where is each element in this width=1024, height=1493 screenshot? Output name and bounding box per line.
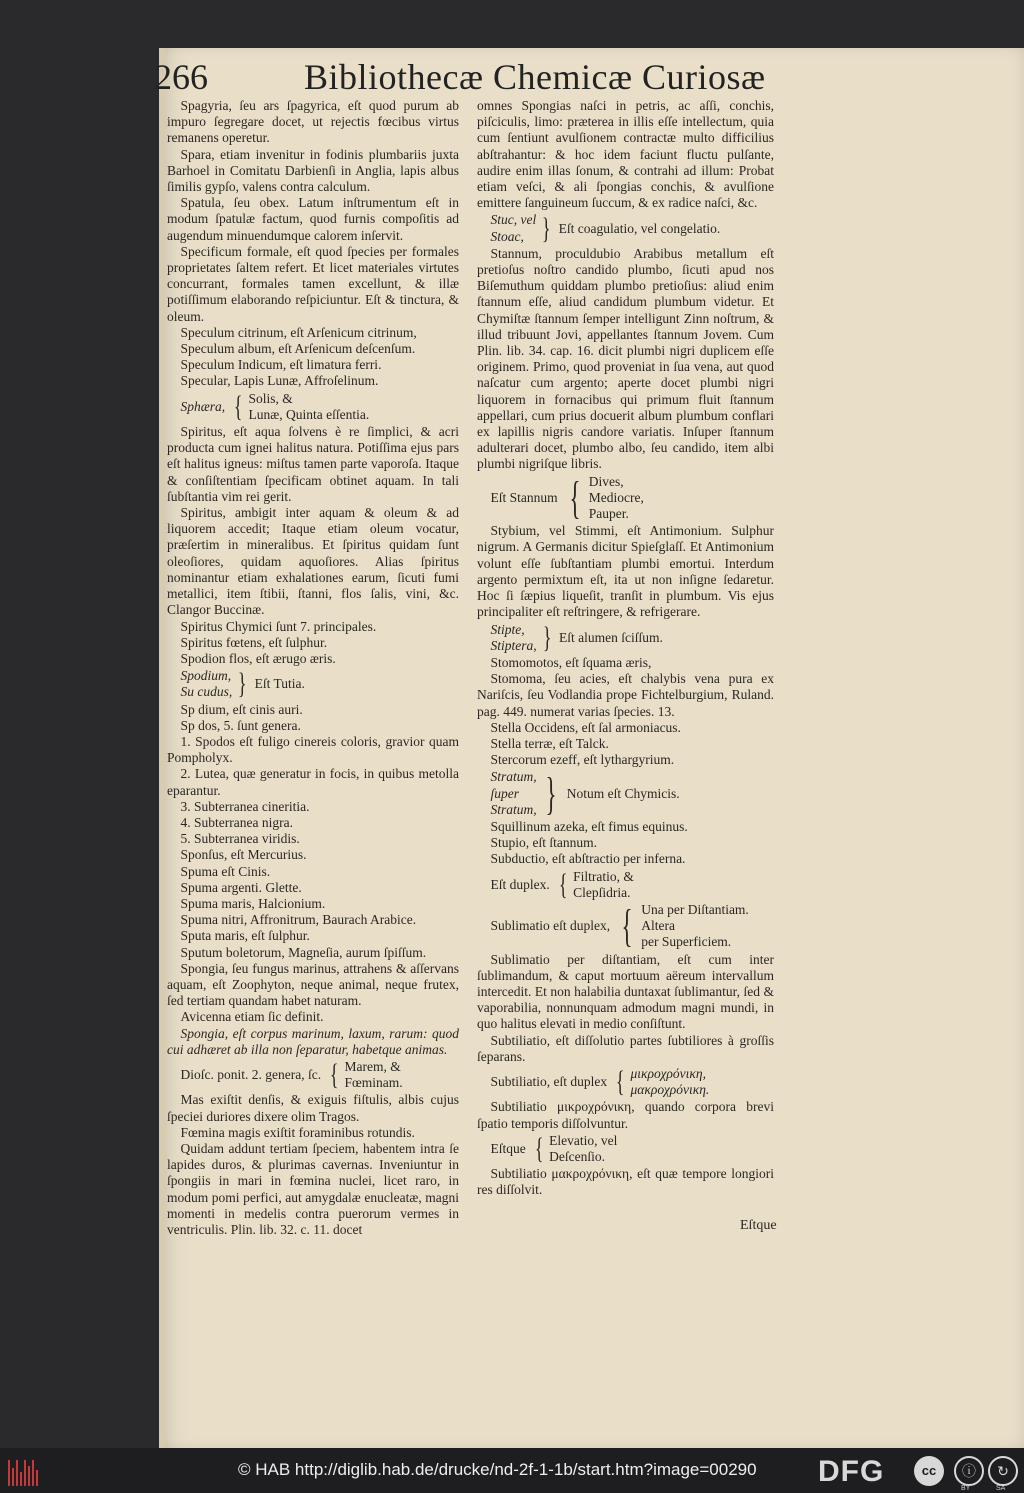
entry-subductio: Subductio, eſt abſtractio per inferna. xyxy=(490,851,686,867)
entry-sublimatio-distantiam: Sublimatio per diſtantiam, eſt cum inter ſublimandum, & caput mortuum aëreum intervallum intercedit. Et non halabilia duntaxat ſublimantur, ſed & vaporabilia, nonnunquam admodum magni mundi, in quo halitus elevati in medio conſiſtunt. xyxy=(477,951,774,1032)
brace-glyph: { xyxy=(329,1058,339,1092)
entry-stannum: Stannum, proculdubio Arabibus metallum eſt pretioſus noſtro candido plumbo, ſicuti apud nos Biſemuthum quiddam plumbo pretioſius: aliud enim ſtannum eſſe, aliud candidum plumbum videtur. Et Chymiſtæ ſtannum ſemper intelligunt Zinn noſtrum, & illud tribuunt Jovi, appellantes ſtannum Jovem. Cum Plin. lib. 34. cap. 16. dicit plumbi nigri duplicem eſſe originem. Primo, quod proveniat in ſua vena, aut quod naſcatur cum argento; aperte docet plumbi nigri liquorem in fornacibus qui primum fluit ſtannum appellari, cum prius docuerit album plumbum conflari ex lapillis nigris candore variatis. Inſuper ſtannum adulterari docet, plumbo albo, ſeu candido, item albi plumbi nigriſque libris. xyxy=(477,245,774,472)
entry-speculum-citrinum: Speculum citrinum, eſt Arſenicum citrinum, xyxy=(180,324,417,340)
dfg-logo[interactable]: DFG xyxy=(818,1455,885,1488)
entry-specular: Specular, Lapis Lunæ, Affroſelinum. xyxy=(180,373,379,389)
brace-item: Filtratio, & xyxy=(573,868,634,884)
entry-stupio: Stupio, eſt ſtannum. xyxy=(490,835,597,851)
entry-spagyria: Spagyria, ſeu ars ſpagyrica, eſt quod purum ab impuro ſegregare docet, ut rejectis fœcibus virtus remanens operetur. xyxy=(167,98,459,146)
by-label: BY xyxy=(961,1485,971,1492)
entry-spara: Spara, etiam invenitur in fodinis plumbariis juxta Barhoel in Comitatu Darbienſi in Anglia, lapis albus ſimilis gypſo, valens contra calculum. xyxy=(167,146,459,195)
page-number: 266 xyxy=(154,57,208,97)
brace-item: Stuc, vel xyxy=(490,212,537,228)
brace-item: Pauper. xyxy=(588,506,629,522)
entry-spuma-nitri: Spuma nitri, Affronitrum, Baurach Arabice. xyxy=(180,912,417,928)
brace-item: Dives, xyxy=(588,473,624,489)
brace-tail: Eſt coagulatio, vel congelatio. xyxy=(558,220,721,236)
entry-mas: Mas exiſtit denſis, & exiguis fiſtulis, albis cujus ſpeciei duriores dixere olim Tragos. xyxy=(167,1092,459,1124)
entry-foemina: Fœmina magis exiſtit foraminibus rotundis. xyxy=(180,1124,415,1140)
entry-speculum-indicum: Speculum Indicum, eſt limatura ferri. xyxy=(180,357,382,373)
brace-glyph: } xyxy=(542,211,551,245)
brace-item: Stratum, xyxy=(490,769,537,785)
entry-spiritus-foetens: Spiritus fœtens, eſt ſulphur. xyxy=(180,634,328,650)
sa-label: SA xyxy=(996,1485,1006,1492)
entry-subtiliatio-micro: Subtiliatio μικροχρόνικη, quando corpora brevi ſpatio temporis diſſolvuntur. xyxy=(477,1099,774,1131)
viewer-footer xyxy=(0,1448,1024,1493)
entry-spuma: Spuma eſt Cinis. xyxy=(180,863,271,879)
entry-stomomotos: Stomomotos, eſt ſquama æris, xyxy=(490,654,652,670)
brace-stannum xyxy=(490,471,775,523)
brace-label: Eſt duplex. xyxy=(490,876,550,892)
entry-spodos: Sp dos, 5. ſunt genera. xyxy=(180,717,301,733)
brace-item: Clepſidria. xyxy=(573,884,631,900)
source-link[interactable]: © HAB http://diglib.hab.de/drucke/nd-2f-1-1b/start.htm?image=00290 xyxy=(238,1460,757,1479)
entry-subtiliatio: Subtiliatio, eſt diſſolutio partes ſubtiliores à groſſis ſeparans. xyxy=(477,1032,774,1064)
entry-stybium: Stybium, vel Stimmi, eſt Antimonium. Sulphur nigrum. A Germanis dicitur Spieſglaſſ. Et Antimonium volunt eſſe ſubſtantiam plumbi emortui. Interdum argento permixtum eſt, ita ut non inſigne ſedaretur. Hoc ſi ſæpius liqueſit, tranſit in plumbum. Vis ejus principaliter eſt reſtringere, & refrigerare. xyxy=(477,523,774,620)
brace-item: Stiptera, xyxy=(490,637,537,653)
entry-spodos-2: 2. Lutea, quæ generatur in focis, in quibus metolla eparantur. xyxy=(167,766,459,798)
brace-tail: Notum eſt Chymicis. xyxy=(566,785,680,801)
brace-item: μακροχρόνικη. xyxy=(630,1082,710,1098)
brace-item: Spodium, xyxy=(180,668,232,684)
page-edge xyxy=(159,48,165,1448)
brace-diosc xyxy=(181,1059,460,1091)
brace-stipte xyxy=(491,622,775,654)
brace-stuc xyxy=(491,212,775,244)
entry-spodos-4: 4. Subterranea nigra. xyxy=(180,814,293,830)
brace-label: Sphæra, xyxy=(180,398,226,414)
entry-spuma-argenti: Spuma argenti. Glette. xyxy=(180,879,302,895)
brace-glyph: } xyxy=(238,667,247,701)
entry-spiritus-chymici: Spiritus Chymici ſunt 7. principales. xyxy=(180,618,377,634)
brace-stratum xyxy=(491,769,775,818)
cc-license-icon[interactable]: cc xyxy=(914,1456,944,1486)
entry-spodium: Sp dium, eſt cinis auri. xyxy=(180,701,303,717)
entry-spongia: Spongia, ſeu fungus marinus, attrahens & aſſervans aquam, eſt Zoophyton, neque animal, neque frutex, ſed tertiam quandam habet naturam. xyxy=(167,960,459,1009)
brace-item: per Superficiem. xyxy=(641,934,732,950)
brace-item: Su cudus, xyxy=(180,684,233,700)
brace-item: Altera xyxy=(641,918,675,934)
entry-spodos-1: 1. Spodos eſt fuligo cinereis coloris, gravior quam Pompholyx. xyxy=(167,733,459,766)
entry-stella-terrae: Stella terræ, eſt Talck. xyxy=(490,735,609,751)
left-column xyxy=(167,98,459,1238)
brace-item: μικροχρόνικη, xyxy=(630,1065,706,1081)
brace-item: Marem, & xyxy=(344,1058,401,1074)
brace-item: Una per Diſtantiam. xyxy=(641,901,749,917)
entry-spongias-cont: omnes Spongias naſci in petris, ac aſſi, conchis, piſciculis, limo: præterea in illis eſſe intellectum, quia cum ſentiunt avulſionem contractæ multo difficilius abſtrahantur: & hoc idem faciunt fluctu pulſante, audire enim illas ſonum, & contrahi ad illum: Probat etiam veſci, & ali ſpongias conchis, & avulſione emittere ſanguineum ſuccum, & ex radice naſci, &c. xyxy=(477,98,774,211)
brace-subtiliatio xyxy=(491,1066,775,1098)
entry-specificum: Specificum formale, eſt quod ſpecies per formales proprietates ſaltem refert. Et licet materiales virtutes concurrant, formales tamen excellunt, & illæ potiſſimum elaborando reſpiciuntur. Eſt & tinctura, & oleum. xyxy=(167,243,459,324)
entry-spodos-3: 3. Subterranea cineritia. xyxy=(180,798,310,814)
brace-item: Solis, & xyxy=(248,390,293,406)
sa-license-icon[interactable]: ↻ xyxy=(988,1456,1018,1486)
brace-spodium xyxy=(181,668,460,700)
brace-glyph: { xyxy=(534,1132,544,1165)
brace-glyph: { xyxy=(621,900,633,952)
entry-spodos-5: 5. Subterranea viridis. xyxy=(180,831,300,847)
brace-glyph: { xyxy=(234,389,243,423)
brace-duplex xyxy=(491,869,775,901)
brace-sublimatio xyxy=(491,902,775,951)
entry-stomoma: Stomoma, ſeu acies, eſt chalybis vena pura ex Nariſcis, ſeu Vodlandia prope Fichtelburgium, Ruland. pag. 449. numerat varias ſpecies. 13. xyxy=(477,671,774,719)
brace-item: ſuper xyxy=(490,785,519,801)
entry-subtiliatio-macro: Subtiliatio μακροχρόνικη, eſt quæ tempore longiori res diſſolvit. xyxy=(477,1166,774,1198)
brace-estque xyxy=(491,1133,775,1165)
brace-sphaera xyxy=(181,391,460,423)
brace-item: Elevatio, vel xyxy=(549,1132,618,1148)
brace-item: Lunæ, Quinta eſſentia. xyxy=(248,406,370,422)
brace-glyph: { xyxy=(616,1065,625,1099)
brace-tail: Eſt alumen ſciſſum. xyxy=(559,629,663,645)
right-column xyxy=(477,98,774,1199)
entry-sponsus: Sponſus, eſt Mercurius. xyxy=(180,847,307,863)
hab-logo-icon[interactable] xyxy=(8,1456,38,1486)
entry-sputa-maris: Sputa maris, eſt ſulphur. xyxy=(180,928,310,944)
entry-squillinum: Squillinum azeka, eſt fimus equinus. xyxy=(490,818,688,834)
entry-quidam: Quidam addunt tertiam ſpeciem, habentem intra ſe lapides duros, & plurimas cavernas. Inveniuntur in ſpongiis in mari in fœmina nuclei, licet raro, in modum pomi perfici, aut amygdalæ enucleatæ, magni momenti in medelis contra puerorum vermes in ventriculis. Plin. lib. 32. c. 11. docet xyxy=(167,1141,459,1238)
brace-label: Eſtque xyxy=(490,1140,526,1156)
entry-sputum-boletorum: Sputum boletorum, Magneſia, aurum ſpiſſum. xyxy=(180,944,427,960)
running-title: Bibliothecæ Chemicæ Curiosæ xyxy=(304,57,766,97)
catchword: Eſtque xyxy=(740,1218,777,1233)
entry-spongia-definition: Spongia, eſt corpus marinum, laxum, rarum: quod cui adhæret ab illa non ſeparatur, habetque animas. xyxy=(167,1025,459,1057)
brace-item: Stratum, xyxy=(490,801,537,817)
entry-speculum-album: Speculum album, eſt Arſenicum deſcenſum. xyxy=(180,341,416,357)
brace-item: Stoac, xyxy=(490,228,524,244)
entry-stella-occidens: Stella Occidens, eſt ſal armoniacus. xyxy=(490,719,681,735)
by-license-icon[interactable]: ⓘ xyxy=(954,1456,984,1486)
brace-label: Subtiliatio, eſt duplex xyxy=(490,1074,608,1090)
brace-glyph: { xyxy=(569,471,581,523)
brace-tail: Eſt Tutia. xyxy=(254,676,305,692)
brace-item: Mediocre, xyxy=(588,489,644,505)
entry-avicenna: Avicenna etiam ſic definit. xyxy=(180,1009,324,1025)
brace-item: Stipte, xyxy=(490,621,525,637)
entry-spuma-maris: Spuma maris, Halcionium. xyxy=(180,895,326,911)
brace-label: Eſt Stannum xyxy=(490,489,558,505)
entry-spodion: Spodion flos, eſt ærugo æris. xyxy=(180,650,336,666)
brace-label: Sublimatio eſt duplex, xyxy=(490,918,611,934)
entry-spatula: Spatula, ſeu obex. Latum inſtrumentum eſt in modum ſpatulæ factum, quod furnis compoſitis ad augendum minuendumque calorem inſervit. xyxy=(167,195,459,243)
brace-glyph: } xyxy=(542,620,552,654)
brace-item: Deſcenſio. xyxy=(549,1149,606,1164)
brace-glyph: { xyxy=(558,867,568,901)
brace-label: Dioſc. ponit. 2. genera, ſc. xyxy=(180,1067,322,1083)
entry-spiritus: Spiritus, eſt aqua ſolvens è re ſimplici, & acri producta cum ignei halitus natura. Potiſſima ejus pars eſt halitus igneus: miſtus tamen parte vaporoſa. Itaque & conſiſtentiam ſpecificam obtinet aquam. In tali ſubſtantia vim rei gerit. xyxy=(167,424,459,504)
entry-spiritus-2: Spiritus, ambigit inter aquam & oleum & ad liquorem accedit; Itaque etiam oleum vocatur, præſertim in mineralibus. Et ſpiritus quidam ſunt oleoſiores, quidam aquoſiores. Alias ſpiritus nominantur etiam exhalationes earum, ſicuti fumi metallici, item ſtibii, ſtanni, flos ſalis, vini, &c. Clangor Buccinæ. xyxy=(167,505,459,618)
brace-item: Fœminam. xyxy=(344,1075,403,1091)
brace-glyph: } xyxy=(545,767,557,819)
entry-stercorum: Stercorum ezeff, eſt lythargyrium. xyxy=(490,752,675,768)
